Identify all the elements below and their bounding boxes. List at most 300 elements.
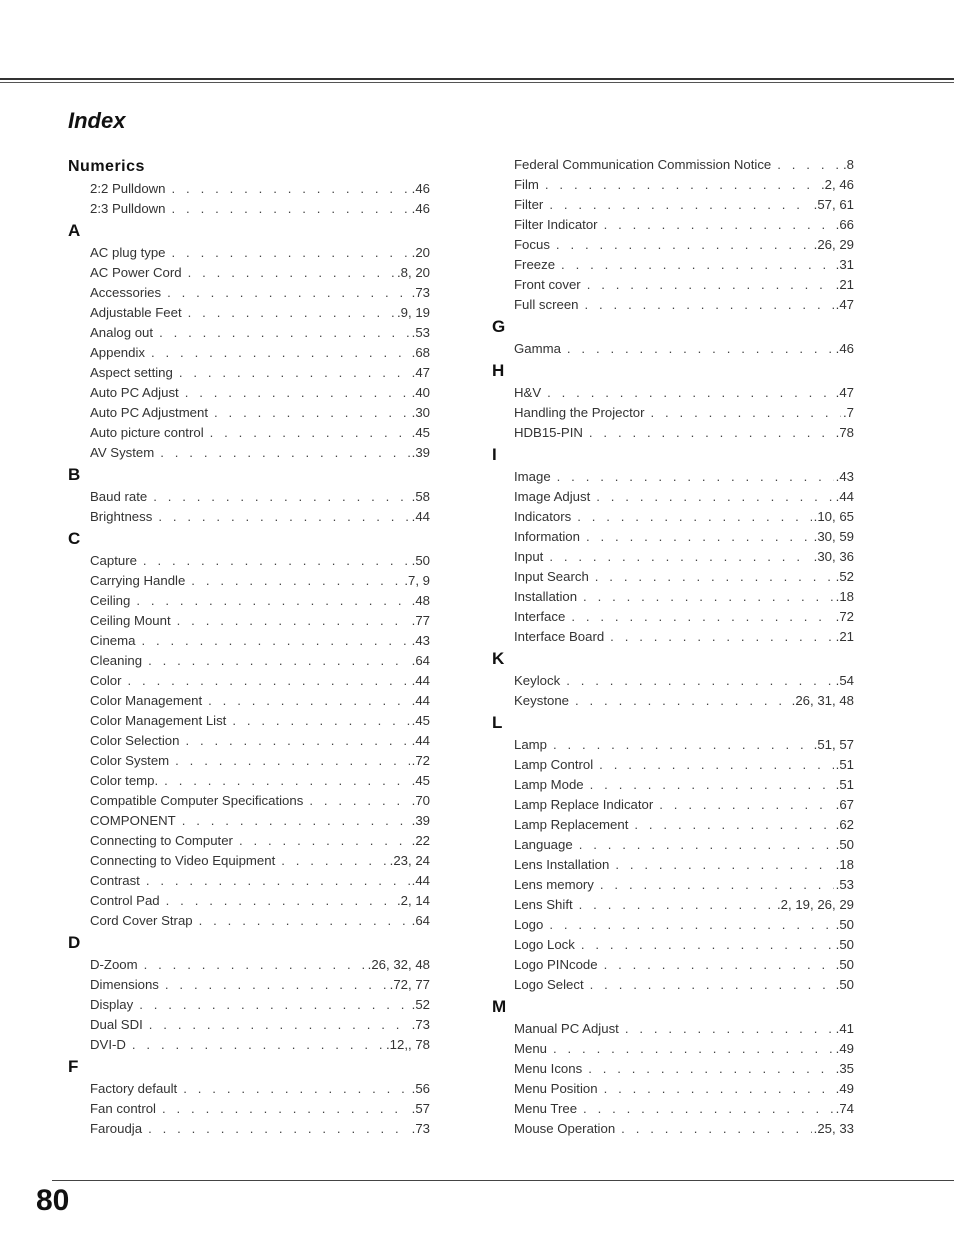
entry-pages: .9, 19 <box>397 305 430 320</box>
index-entry <box>90 791 430 811</box>
entry-pages: .78 <box>835 425 854 440</box>
index-column-right <box>492 155 854 1139</box>
dot-leader <box>604 1079 834 1099</box>
entry-term: Federal Communication Commission Notice <box>514 157 772 172</box>
index-entry <box>514 1079 854 1099</box>
dot-leader <box>177 611 410 631</box>
entry-term: Gamma <box>514 341 561 356</box>
dot-leader <box>610 627 833 647</box>
entry-term: Lamp Replace Indicator <box>514 797 654 812</box>
dot-leader <box>659 795 833 815</box>
entry-pages: .45 <box>411 713 430 728</box>
entry-pages: .50 <box>411 553 430 568</box>
entry-pages: .26, 31, 48 <box>791 693 854 708</box>
entry-term: Carrying Handle <box>90 573 186 588</box>
dot-leader <box>579 835 834 855</box>
entry-pages: .45 <box>411 773 430 788</box>
entry-pages: .64 <box>411 653 430 668</box>
dot-leader <box>566 671 833 691</box>
entry-pages: .73 <box>411 285 430 300</box>
entry-term: Fan control <box>90 1101 156 1116</box>
index-entry <box>90 507 430 527</box>
index-entry <box>90 771 430 791</box>
dot-leader <box>148 651 410 671</box>
dot-leader <box>588 1059 833 1079</box>
dot-leader <box>600 875 834 895</box>
entry-term: Auto picture control <box>90 425 204 440</box>
entry-pages: .50 <box>835 937 854 952</box>
index-entry <box>514 255 854 275</box>
index-entry <box>514 507 854 527</box>
dot-leader <box>199 911 410 931</box>
dot-leader <box>281 851 387 871</box>
entry-term: Interface <box>514 609 566 624</box>
index-entry <box>90 263 430 283</box>
entry-pages: .58 <box>411 489 430 504</box>
entry-term: Color System <box>90 753 170 768</box>
entry-term: Front cover <box>514 277 581 292</box>
entry-pages: .26, 32, 48 <box>367 957 430 972</box>
entry-term: Appendix <box>90 345 145 360</box>
dot-leader <box>139 995 409 1015</box>
dot-leader <box>561 255 834 275</box>
entry-term: COMPONENT <box>90 813 176 828</box>
entry-pages: .51, 57 <box>813 737 854 752</box>
section-heading: G <box>492 317 506 336</box>
entry-pages: .31 <box>835 257 854 272</box>
entry-pages: .46 <box>411 181 430 196</box>
dot-leader <box>182 811 410 831</box>
index-entry <box>90 487 430 507</box>
index-entry <box>90 383 430 403</box>
index-entry <box>514 215 854 235</box>
entry-pages: .2, 19, 26, 29 <box>777 897 854 912</box>
entry-pages: .50 <box>835 837 854 852</box>
dot-leader <box>556 235 812 255</box>
index-entry <box>90 303 430 323</box>
dot-leader <box>148 1119 410 1139</box>
dot-leader <box>309 791 409 811</box>
index-entry <box>514 855 854 875</box>
index-entry <box>90 363 430 383</box>
section-heading: C <box>68 529 81 548</box>
dot-leader <box>571 607 833 627</box>
entry-term: D-Zoom <box>90 957 138 972</box>
index-entry <box>514 975 854 995</box>
entry-pages: .57 <box>411 1101 430 1116</box>
entry-pages: .46 <box>835 341 854 356</box>
entry-term: Cleaning <box>90 653 143 668</box>
entry-pages: .57, 61 <box>813 197 854 212</box>
index-entry <box>514 815 854 835</box>
dot-leader <box>549 547 811 567</box>
index-entry <box>514 1099 854 1119</box>
entry-pages: .25, 33 <box>813 1121 854 1136</box>
index-entry <box>90 671 430 691</box>
index-entry <box>514 1059 854 1079</box>
dot-leader <box>132 1035 384 1055</box>
entry-pages: .35 <box>835 1061 854 1076</box>
index-entry <box>90 1119 430 1139</box>
index-entry <box>90 591 430 611</box>
entry-term: Color temp. <box>90 773 159 788</box>
index-entry <box>514 487 854 507</box>
dot-leader <box>175 751 410 771</box>
entry-term: Color Management <box>90 693 203 708</box>
entry-pages: .43 <box>835 469 854 484</box>
dot-leader <box>549 915 833 935</box>
index-entry <box>514 691 854 711</box>
entry-pages: .44 <box>835 489 854 504</box>
top-rule <box>0 78 954 80</box>
dot-leader <box>158 507 409 527</box>
entry-pages: .72, 77 <box>389 977 430 992</box>
entry-term: Baud rate <box>90 489 148 504</box>
entry-term: Adjustable Feet <box>90 305 182 320</box>
dot-leader <box>153 487 409 507</box>
index-entry <box>514 627 854 647</box>
index-entry <box>514 671 854 691</box>
entry-pages: .30, 59 <box>813 529 854 544</box>
entry-term: Logo Lock <box>514 937 575 952</box>
entry-term: Input <box>514 549 544 564</box>
entry-term: Manual PC Adjust <box>514 1021 619 1036</box>
index-entry <box>90 891 430 911</box>
index-entry <box>514 295 854 315</box>
index-entry <box>90 611 430 631</box>
entry-pages: .67 <box>835 797 854 812</box>
entry-pages: .51 <box>835 777 854 792</box>
index-entry <box>90 831 430 851</box>
index-entry <box>514 1019 854 1039</box>
entry-term: Language <box>514 837 573 852</box>
entry-term: Lens Shift <box>514 897 573 912</box>
entry-pages: .26, 29 <box>813 237 854 252</box>
section-heading: F <box>68 1057 79 1076</box>
entry-term: Menu Position <box>514 1081 598 1096</box>
index-entry <box>90 443 430 463</box>
entry-pages: .73 <box>411 1121 430 1136</box>
section-heading: B <box>68 465 81 484</box>
index-entry <box>90 1015 430 1035</box>
entry-term: Connecting to Video Equipment <box>90 853 276 868</box>
entry-term: Lamp <box>514 737 547 752</box>
entry-pages: .62 <box>835 817 854 832</box>
dot-leader <box>575 691 790 711</box>
entry-pages: .22 <box>411 833 430 848</box>
entry-term: Dimensions <box>90 977 159 992</box>
dot-leader <box>604 955 834 975</box>
index-entry <box>90 1099 430 1119</box>
index-entry <box>514 403 854 423</box>
index-entry <box>90 711 430 731</box>
entry-term: H&V <box>514 385 542 400</box>
entry-pages: .64 <box>411 913 430 928</box>
index-entry <box>90 1079 430 1099</box>
dot-leader <box>604 215 834 235</box>
entry-pages: .73 <box>411 1017 430 1032</box>
entry-pages: .18 <box>835 589 854 604</box>
dot-leader <box>553 1039 834 1059</box>
dot-leader <box>587 275 834 295</box>
index-entry <box>90 995 430 1015</box>
entry-pages: .70 <box>411 793 430 808</box>
entry-pages: .48 <box>411 593 430 608</box>
index-entry <box>514 383 854 403</box>
entry-term: Mouse Operation <box>514 1121 616 1136</box>
entry-pages: .68 <box>411 345 430 360</box>
entry-term: Contrast <box>90 873 140 888</box>
dot-leader <box>579 895 775 915</box>
index-entry <box>514 195 854 215</box>
dot-leader <box>553 735 812 755</box>
entry-pages: .66 <box>835 217 854 232</box>
index-entry <box>90 243 430 263</box>
index-entry <box>514 1119 854 1139</box>
dot-leader <box>585 295 834 315</box>
index-entry <box>90 911 430 931</box>
entry-term: AC Power Cord <box>90 265 182 280</box>
page-title: Index <box>68 108 126 133</box>
dot-leader <box>557 467 834 487</box>
entry-term: Indicators <box>514 509 572 524</box>
entry-term: Interface Board <box>514 629 605 644</box>
entry-term: AV System <box>90 445 155 460</box>
section-heading: L <box>492 713 503 732</box>
dot-leader <box>191 571 402 591</box>
entry-pages: .50 <box>835 977 854 992</box>
entry-pages: .44 <box>411 733 430 748</box>
dot-leader <box>615 855 833 875</box>
index-entry <box>514 835 854 855</box>
dot-leader <box>165 975 388 995</box>
entry-pages: .52 <box>411 997 430 1012</box>
entry-pages: .52 <box>835 569 854 584</box>
entry-term: Installation <box>514 589 578 604</box>
entry-pages: .77 <box>411 613 430 628</box>
entry-term: DVI-D <box>90 1037 126 1052</box>
entry-term: Color Selection <box>90 733 180 748</box>
entry-term: Factory default <box>90 1081 178 1096</box>
entry-pages: .2, 46 <box>821 177 854 192</box>
index-entry <box>90 631 430 651</box>
dot-leader <box>167 283 410 303</box>
dot-leader <box>185 383 410 403</box>
dot-leader <box>634 815 833 835</box>
index-entry <box>514 875 854 895</box>
entry-pages: .10, 65 <box>813 509 854 524</box>
entry-term: Lens Installation <box>514 857 610 872</box>
entry-term: Display <box>90 997 134 1012</box>
index-entry <box>90 343 430 363</box>
entry-term: Ceiling <box>90 593 131 608</box>
entry-term: Lamp Control <box>514 757 594 772</box>
dot-leader <box>166 891 395 911</box>
index-entry <box>90 871 430 891</box>
entry-pages: .23, 24 <box>389 853 430 868</box>
index-entry <box>514 795 854 815</box>
section-heading: Numerics <box>68 158 145 175</box>
dot-leader <box>590 975 834 995</box>
index-entry <box>514 527 854 547</box>
index-entry <box>90 1035 430 1055</box>
entry-pages: .21 <box>835 277 854 292</box>
dot-leader <box>232 711 409 731</box>
entry-pages: .45 <box>411 425 430 440</box>
index-entry <box>90 975 430 995</box>
entry-term: Menu Icons <box>514 1061 583 1076</box>
dot-leader <box>214 403 410 423</box>
entry-pages: .44 <box>411 693 430 708</box>
dot-leader <box>583 587 834 607</box>
index-entry <box>514 755 854 775</box>
entry-pages: .44 <box>411 873 430 888</box>
entry-term: Focus <box>514 237 550 252</box>
entry-term: Menu Tree <box>514 1101 578 1116</box>
dot-leader <box>586 527 812 547</box>
dot-leader <box>590 775 834 795</box>
bottom-rule <box>52 1180 954 1181</box>
entry-term: Brightness <box>90 509 153 524</box>
dot-leader <box>146 871 410 891</box>
dot-leader <box>162 1099 410 1119</box>
index-entry <box>514 175 854 195</box>
dot-leader <box>141 631 409 651</box>
index-entry <box>90 751 430 771</box>
entry-term: Image Adjust <box>514 489 591 504</box>
entry-term: Keylock <box>514 673 561 688</box>
entry-pages: .47 <box>411 365 430 380</box>
entry-term: Freeze <box>514 257 556 272</box>
top-rule-thin <box>0 82 954 83</box>
entry-term: Dual SDI <box>90 1017 143 1032</box>
entry-term: Auto PC Adjust <box>90 385 179 400</box>
entry-pages: .7, 9 <box>404 573 430 588</box>
dot-leader <box>160 443 409 463</box>
entry-term: 2:2 Pulldown <box>90 181 166 196</box>
dot-leader <box>595 567 834 587</box>
dot-leader <box>621 1119 811 1139</box>
dot-leader <box>239 831 410 851</box>
index-entry <box>514 275 854 295</box>
entry-term: Aspect setting <box>90 365 173 380</box>
index-entry <box>90 851 430 871</box>
entry-term: 2:3 Pulldown <box>90 201 166 216</box>
dot-leader <box>188 263 395 283</box>
index-entry <box>90 403 430 423</box>
entry-pages: .72 <box>411 753 430 768</box>
dot-leader <box>567 339 834 359</box>
index-entry <box>514 735 854 755</box>
entry-term: Compatible Computer Specifications <box>90 793 304 808</box>
entry-pages: .51 <box>835 757 854 772</box>
entry-pages: .46 <box>411 201 430 216</box>
index-entry <box>514 423 854 443</box>
dot-leader <box>183 1079 409 1099</box>
entry-term: Film <box>514 177 539 192</box>
entry-term: AC plug type <box>90 245 166 260</box>
entry-term: Logo <box>514 917 544 932</box>
entry-pages: .41 <box>835 1021 854 1036</box>
entry-term: Input Search <box>514 569 589 584</box>
index-entry <box>514 155 854 175</box>
entry-pages: .72 <box>835 609 854 624</box>
dot-leader <box>581 935 834 955</box>
entry-term: Filter <box>514 197 544 212</box>
index-entry <box>90 731 430 751</box>
entry-pages: .50 <box>835 917 854 932</box>
entry-term: Accessories <box>90 285 162 300</box>
dot-leader <box>144 955 366 975</box>
dot-leader <box>128 671 410 691</box>
index-entry <box>514 547 854 567</box>
entry-pages: .40 <box>411 385 430 400</box>
section-heading: I <box>492 445 497 464</box>
entry-pages: .21 <box>835 629 854 644</box>
dot-leader <box>545 175 819 195</box>
index-entry <box>514 895 854 915</box>
entry-term: Lamp Mode <box>514 777 584 792</box>
section-heading: A <box>68 221 81 240</box>
entry-term: HDB15-PIN <box>514 425 583 440</box>
section-heading: K <box>492 649 505 668</box>
entry-pages: .49 <box>835 1041 854 1056</box>
entry-pages: .30, 36 <box>813 549 854 564</box>
entry-pages: .47 <box>835 297 854 312</box>
entry-term: Handling the Projector <box>514 405 645 420</box>
index-column-left <box>68 155 430 1139</box>
entry-pages: .50 <box>835 957 854 972</box>
entry-term: Control Pad <box>90 893 160 908</box>
index-entry <box>90 571 430 591</box>
entry-pages: .18 <box>835 857 854 872</box>
index-entry <box>514 339 854 359</box>
dot-leader <box>185 731 409 751</box>
dot-leader <box>172 179 410 199</box>
entry-pages: .39 <box>411 445 430 460</box>
entry-term: Menu <box>514 1041 547 1056</box>
dot-leader <box>583 1099 834 1119</box>
index-entry <box>514 235 854 255</box>
index-entry <box>514 935 854 955</box>
entry-term: Analog out <box>90 325 154 340</box>
entry-term: Image <box>514 469 551 484</box>
dot-leader <box>596 487 833 507</box>
entry-pages: .49 <box>835 1081 854 1096</box>
index-entry <box>514 607 854 627</box>
entry-pages: .43 <box>411 633 430 648</box>
dot-leader <box>149 1015 410 1035</box>
entry-pages: .74 <box>835 1101 854 1116</box>
dot-leader <box>210 423 410 443</box>
dot-leader <box>650 403 841 423</box>
section-heading: M <box>492 997 507 1016</box>
entry-term: Color Management List <box>90 713 227 728</box>
entry-term: Cord Cover Strap <box>90 913 193 928</box>
dot-leader <box>159 323 410 343</box>
dot-leader <box>136 591 409 611</box>
page-number: 80 <box>36 1184 70 1217</box>
entry-term: Logo Select <box>514 977 584 992</box>
section-heading: H <box>492 361 505 380</box>
entry-term: Full screen <box>514 297 579 312</box>
index-entry <box>90 811 430 831</box>
index-entry <box>90 651 430 671</box>
index-entry <box>514 1039 854 1059</box>
entry-pages: .44 <box>411 673 430 688</box>
index-entry <box>90 955 430 975</box>
index-entry <box>514 955 854 975</box>
